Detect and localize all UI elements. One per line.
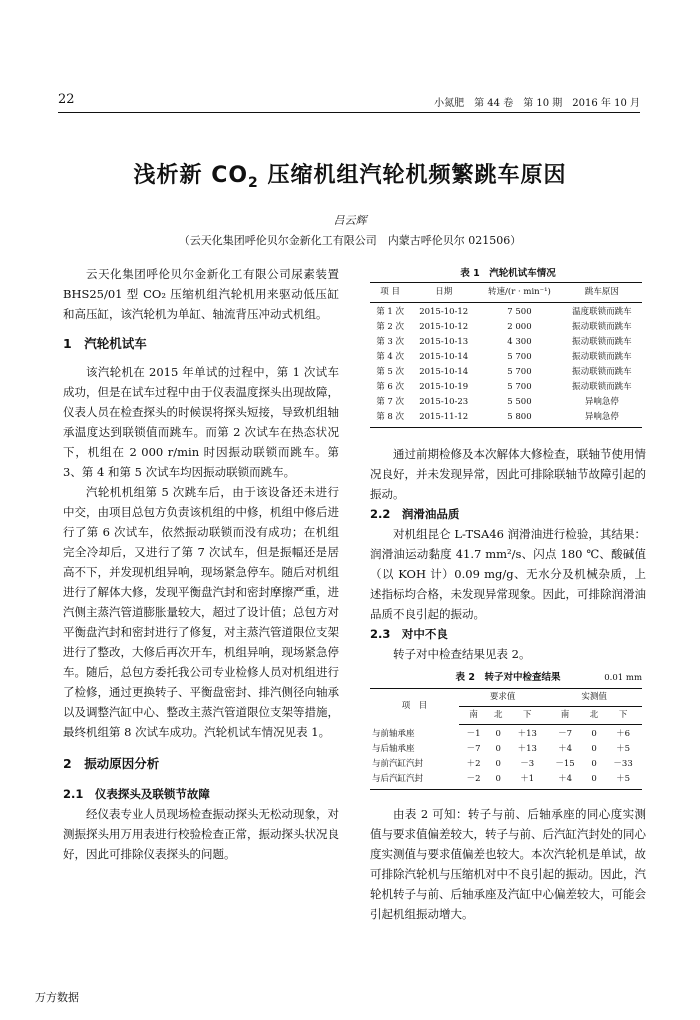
table-cell: 0: [591, 759, 597, 769]
table-cell: ＋2: [466, 759, 481, 769]
section-1-paragraph-2: 汽轮机机组第 5 次跳车后，由于该设备还未进行中交，由项目总包方负责该机组的中修，机组中修后进行了第 6 次试车，依然振动联锁而没有成功；在机组完全冷却后，又进行了第 7 次试车，但是振幅还是居高不下，并发现机组异响，现场紧急停车。随后对机组进行了解体大修，发现平衡盘汽封和密封摩擦严重，进汽侧主蒸汽管道膨胀量较大，超过了设计值；总包方对平衡盘汽封和密封进行了修复，对主蒸汽管道限位支架进行了整改，大修后再次开车，机组异响，现场紧急停车。随后，总包方委托我公司专业检修人员对机组进行了检修，通过更换转子、平衡盘密封、排汽侧径向轴承以及调整汽缸中心、整改主蒸汽管道限位支架等措施，最终机组第 8 次试车成功。汽轮机试车情况见表 1。: [63, 485, 339, 739]
table-cell: 2015-10-12: [419, 322, 469, 332]
table-cell: ＋13: [517, 729, 537, 739]
table-cell: ＋1: [508, 772, 546, 790]
section-2-heading: 2 振动原因分析: [63, 756, 160, 771]
table-cell: 振动联锁而跳车: [572, 337, 632, 347]
table-1-caption: 表 1 汽轮机试车情况: [460, 268, 556, 279]
table-row: [370, 303, 642, 321]
table-1: [370, 282, 642, 428]
table-row: [370, 757, 642, 772]
table-cell: 第 6 次: [376, 382, 404, 392]
section-1-heading: 1 汽轮机试车: [63, 336, 147, 351]
table-row: [370, 380, 642, 395]
table-cell: 2015-11-12: [410, 410, 477, 428]
affiliation: （云天化集团呼伦贝尔金新化工有限公司 内蒙古呼伦贝尔 021506）: [178, 234, 522, 247]
table-row: [370, 395, 642, 410]
table-2-subheader: 北: [488, 707, 508, 725]
table-cell: 与后轴承座: [372, 744, 415, 754]
section-2-2-paragraph: 对机组昆仑 L-TSA46 润滑油进行检验，其结果：润滑油运动黏度 41.7 mm²/s、闪点 180 ℃、酸碱值（以 KOH 计）0.09 mg/g、无水分及机械杂质，上述指标均合格，未发现异常现象。因此，可排除润滑油品质不良引起的振动。: [370, 527, 646, 621]
table-1-header: 项 目: [370, 283, 410, 303]
section-2-3-heading: 2.3 对中不良: [370, 627, 448, 641]
table-2-subheader: 南: [459, 707, 488, 725]
right-column: [370, 266, 646, 924]
table-row: [370, 742, 642, 757]
table-1-header: 跳车原因: [562, 283, 642, 303]
table-cell: ＋13: [517, 744, 537, 754]
table-2-unit: 0.01 mm: [604, 673, 642, 683]
table-cell: －1: [466, 729, 481, 739]
title-part-2: 压缩机组汽轮机频繁跳车原因: [258, 163, 567, 188]
header-rule: [58, 112, 640, 113]
table-cell: 2015-10-13: [419, 337, 469, 347]
title-part-1: 浅析新 CO: [133, 163, 249, 188]
table-cell: －33: [613, 759, 633, 769]
table-1-header: 日期: [410, 283, 477, 303]
table-cell: 5 700: [507, 367, 532, 377]
table-cell: 5 500: [507, 397, 532, 407]
table-cell: 0: [495, 759, 501, 769]
page-header: [58, 92, 640, 112]
section-2-2-heading: 2.2 润滑油品质: [370, 507, 460, 521]
table-2-item-header: 项 目: [370, 689, 459, 725]
table-cell: 第 7 次: [376, 397, 404, 407]
watermark-footer: 万方数据: [35, 991, 79, 1004]
table-cell: 5 700: [507, 382, 532, 392]
table-cell: 0: [495, 744, 501, 754]
table-cell: ＋6: [616, 729, 631, 739]
table-cell: 与前轴承座: [372, 728, 415, 739]
table-cell: －3: [520, 759, 535, 769]
table-cell: ＋4: [546, 772, 584, 790]
table-cell: －7: [558, 729, 572, 739]
table-cell: 第 3 次: [376, 337, 404, 347]
table-cell: 第 1 次: [376, 307, 404, 317]
left-column: [63, 264, 339, 864]
table-row: [370, 725, 642, 743]
table-cell: 与后汽缸汽封: [370, 772, 459, 790]
page-number: 22: [58, 92, 75, 107]
table-cell: 振动联锁而跳车: [572, 322, 632, 332]
table-2-measured-header: 实测值: [546, 689, 642, 707]
table-cell: 2 000: [507, 322, 532, 332]
table-cell: －15: [555, 759, 575, 769]
table-cell: 0: [495, 729, 501, 739]
table-2-subheader: 南: [546, 707, 584, 725]
table-row: [370, 410, 642, 428]
table-2-subheader: 下: [604, 707, 642, 725]
table-row: [370, 320, 642, 335]
table-cell: 振动联锁而跳车: [572, 352, 632, 362]
section-2-3-paragraph: 转子对中检查结果见表 2。: [393, 647, 531, 661]
table-cell: ＋5: [604, 772, 642, 790]
table-cell: 2015-10-12: [419, 307, 469, 317]
table-cell: 2015-10-14: [419, 367, 469, 377]
table-row: [370, 350, 642, 365]
table-2-caption-row: [370, 670, 646, 688]
table-cell: 第 4 次: [376, 352, 404, 362]
table-2: [370, 688, 642, 790]
table-cell: 0: [591, 744, 597, 754]
table-row: [370, 772, 642, 790]
table-row: [370, 365, 642, 380]
table-cell: 4 300: [507, 337, 532, 347]
table-cell: 振动联锁而跳车: [572, 367, 632, 377]
table-2-required-header: 要求值: [459, 689, 546, 707]
table-1-header: 转速/(r · min⁻¹): [477, 283, 561, 303]
table-cell: 2015-10-19: [419, 382, 469, 392]
table-cell: 2015-10-14: [419, 352, 469, 362]
table-2-caption: 表 2 转子对中检查结果: [455, 672, 561, 683]
table-cell: ＋5: [616, 744, 631, 754]
table-cell: －7: [466, 744, 481, 754]
table-cell: 异响急停: [562, 410, 642, 428]
table-cell: 2015-10-23: [419, 397, 469, 407]
table-cell: －2: [459, 772, 488, 790]
intro-paragraph: 云天化集团呼伦贝尔金新化工有限公司尿素装置 BHS25/01 型 CO₂ 压缩机组汽轮机用来驱动低压缸和高压缸，该汽轮机为单缸、轴流背压冲动式机组。: [63, 267, 339, 321]
table-cell: 第 8 次: [370, 410, 410, 428]
table-cell: 0: [488, 772, 508, 790]
section-2-1-heading: 2.1 仪表探头及联锁节故障: [63, 787, 210, 801]
section-2-1-paragraph: 经仪表专业人员现场检查振动探头无松动现象，对测振探头用万用表进行校验检查正常，振动探头状况良好，因此可排除仪表探头的问题。: [63, 807, 339, 861]
table-cell: ＋4: [558, 744, 572, 754]
table-cell: 与前汽缸汽封: [372, 759, 424, 769]
table-cell: 5 700: [507, 352, 532, 362]
article-title: [0, 158, 700, 191]
coupling-paragraph: 通过前期检修及本次解体大修检查，联轴节使用情况良好，并未发现异常，因此可排除联轴节故障引起的振动。: [370, 447, 646, 501]
table-row: [370, 335, 642, 350]
author: 吕云辉: [333, 214, 367, 227]
section-1-paragraph-1: 该汽轮机在 2015 年单试的过程中，第 1 次试车成功，但是在试车过程中由于仪表温度探头出现故障，仪表人员在检查探头的时候误将探头短接，导致机组轴承温度达到联锁值而跳车。而第 2 次试车在热态状况下，机组在 2 000 r/min 时因振动联锁而跳车。第 3、第 4 和第 5 次试车均因振动联锁而跳车。: [63, 365, 339, 479]
table-cell: 0: [584, 772, 604, 790]
table-cell: 温度联锁而跳车: [572, 307, 632, 317]
table-2-subheader: 下: [508, 707, 546, 725]
table-cell: 异响急停: [584, 397, 619, 407]
table-cell: 振动联锁而跳车: [572, 382, 632, 392]
table-cell: 第 2 次: [376, 322, 404, 332]
table-2-subheader: 北: [584, 707, 604, 725]
conclusion-paragraph: 由表 2 可知：转子与前、后轴承座的同心度实测值与要求值偏差较大，转子与前、后汽缸汽封处的同心度实测值与要求值偏差也较大。本次汽轮机是单试，故可排除汽轮机与压缩机对中不良引起的振动。因此，汽轮机转子与前、后轴承座及汽缸中心偏差较大，可能会引起机组振动增大。: [370, 807, 646, 921]
journal-info: 小氮肥 第 44 卷 第 10 期 2016 年 10 月: [434, 98, 640, 109]
table-cell: 7 500: [507, 307, 532, 317]
title-subscript: 2: [248, 175, 259, 191]
table-cell: 5 800: [477, 410, 561, 428]
table-cell: 0: [591, 729, 597, 739]
table-cell: 第 5 次: [376, 367, 404, 377]
